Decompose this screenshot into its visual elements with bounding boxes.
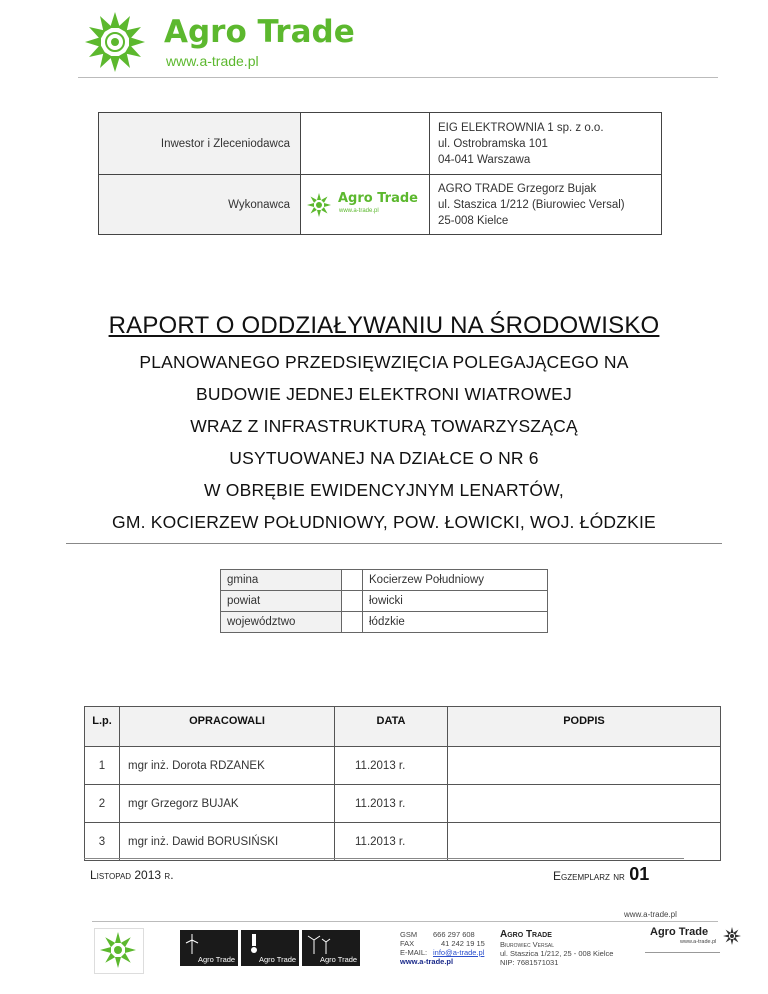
company-name: Agro Trade <box>500 929 552 940</box>
contractor-line: AGRO TRADE Grzegorz Bujak <box>438 182 597 195</box>
row-date: 11.2013 r. <box>335 823 448 861</box>
contractor-line: ul. Staszica 1/212 (Biurowiec Versal) <box>438 198 625 211</box>
investor-logo-cell <box>301 113 430 175</box>
contractor-label: Wykonawca <box>99 175 301 235</box>
authors-table <box>84 706 721 861</box>
location-value: Kocierzew Południowy <box>363 570 548 591</box>
header-date: DATA <box>335 707 448 747</box>
investor-line: 04-041 Warszawa <box>438 153 531 166</box>
header-url: www.a-trade.pl <box>166 53 259 69</box>
sponsor-label: Agro Trade <box>198 955 236 964</box>
sponsor-label: Agro Trade <box>320 955 358 964</box>
footer-divider <box>92 921 718 922</box>
contractor-logo-brand: Agro Trade <box>338 190 418 206</box>
header-authors: OPRACOWALI <box>120 707 335 747</box>
subtitle-line: PLANOWANEGO PRZEDSIĘWZIĘCIA POLEGAJĄCEGO NA <box>139 352 629 372</box>
copy-number: 01 <box>629 864 650 884</box>
sponsor-tile <box>241 930 299 966</box>
contact-email[interactable]: info@a-trade.pl <box>433 948 485 957</box>
subtitle-line: GM. KOCIERZEW POŁUDNIOWY, POW. ŁOWICKI, WOJ. ŁÓDZKIE <box>112 512 656 532</box>
row-lp: 3 <box>85 823 120 861</box>
contact-value: 666 297 608 <box>433 930 475 939</box>
investor-line: ul. Ostrobramska 101 <box>438 137 548 150</box>
subtitle-line: BUDOWIE JEDNEJ ELEKTRONI WIATROWEJ <box>196 384 572 404</box>
agro-trade-sun-icon <box>305 192 333 218</box>
contractor-logo-url: www.a-trade.pl <box>339 207 379 214</box>
location-label: powiat <box>221 591 342 612</box>
contractor-logo-cell <box>301 175 430 235</box>
header-lp: L.p. <box>85 707 120 747</box>
report-title: RAPORT O ODDZIAŁYWANIU NA ŚRODOWISKO <box>108 312 660 339</box>
agro-trade-sun-icon <box>95 929 141 971</box>
report-date: Listopad 2013 r. <box>90 868 174 882</box>
header-logo <box>78 10 378 72</box>
contractor-line: 25-008 Kielce <box>438 214 509 227</box>
table-row <box>85 747 721 785</box>
contractor-details <box>430 175 662 235</box>
table-row <box>85 785 721 823</box>
location-label: województwo <box>221 612 342 633</box>
contact-value: 41 242 19 15 <box>441 939 485 948</box>
row-lp: 2 <box>85 785 120 823</box>
subtitle-line: W OBRĘBIE EWIDENCYJNYM LENARTÓW, <box>203 480 564 500</box>
company-line: ul. Staszica 1/212, 25 - 008 Kielce <box>500 949 614 958</box>
copy-label: Egzemplarz nr <box>553 869 625 883</box>
wind-turbine-icon <box>184 934 200 954</box>
table-row <box>85 823 721 861</box>
contact-label: GSM <box>400 930 418 939</box>
sponsor-tile <box>302 930 360 966</box>
row-signature <box>448 785 721 823</box>
subtitle-line: WRAZ Z INFRASTRUKTURĄ TOWARZYSZĄCĄ <box>190 416 578 436</box>
row-lp: 1 <box>85 747 120 785</box>
investor-label: Inwestor i Zleceniodawca <box>99 113 301 175</box>
tractor-icon <box>247 934 261 954</box>
row-name: mgr inż. Dorota RDZANEK <box>120 747 335 785</box>
subtitle-line: USYTUOWANEJ NA DZIAŁCE O NR 6 <box>229 448 539 468</box>
row-signature <box>448 823 721 861</box>
right-brand: Agro Trade <box>650 926 709 938</box>
location-value: łódzkie <box>363 612 548 633</box>
title-divider <box>66 543 722 544</box>
footer-right-divider <box>645 952 720 953</box>
info-table <box>98 112 662 235</box>
row-date: 11.2013 r. <box>335 785 448 823</box>
company-line: NIP: 7681571031 <box>500 958 559 967</box>
location-table <box>220 569 548 633</box>
agro-trade-sun-icon <box>722 926 742 946</box>
footer-logo-box <box>94 928 144 974</box>
investor-line: EIG ELEKTROWNIA 1 sp. z o.o. <box>438 121 604 134</box>
row-signature <box>448 747 721 785</box>
row-name: mgr Grzegorz BUJAK <box>120 785 335 823</box>
right-url: www.a-trade.pl <box>680 939 717 945</box>
row-date: 11.2013 r. <box>335 747 448 785</box>
footer-contact <box>400 930 485 966</box>
header-brand: Agro Trade <box>164 14 355 50</box>
footer-web[interactable]: www.a-trade.pl <box>400 957 454 966</box>
company-line: Biurowiec Versal <box>500 940 555 949</box>
footer-url: www.a-trade.pl <box>624 910 677 919</box>
sponsor-tile <box>180 930 238 966</box>
footer-company <box>500 929 613 967</box>
contact-label: FAX <box>400 939 415 948</box>
location-value: łowicki <box>363 591 548 612</box>
investor-details <box>430 113 662 175</box>
copy-number-block <box>553 864 649 885</box>
header-divider <box>78 77 718 78</box>
bottom-divider <box>84 858 684 859</box>
wind-turbine-icon <box>306 934 332 954</box>
sponsor-label: Agro Trade <box>259 955 297 964</box>
footer-right-logo <box>650 926 750 952</box>
row-name: mgr inż. Dawid BORUSIŃSKI <box>120 823 335 861</box>
header-signature: PODPIS <box>448 707 721 747</box>
agro-trade-sun-icon <box>78 10 152 74</box>
location-label: gmina <box>221 570 342 591</box>
contact-label: E-MAIL: <box>400 948 428 957</box>
